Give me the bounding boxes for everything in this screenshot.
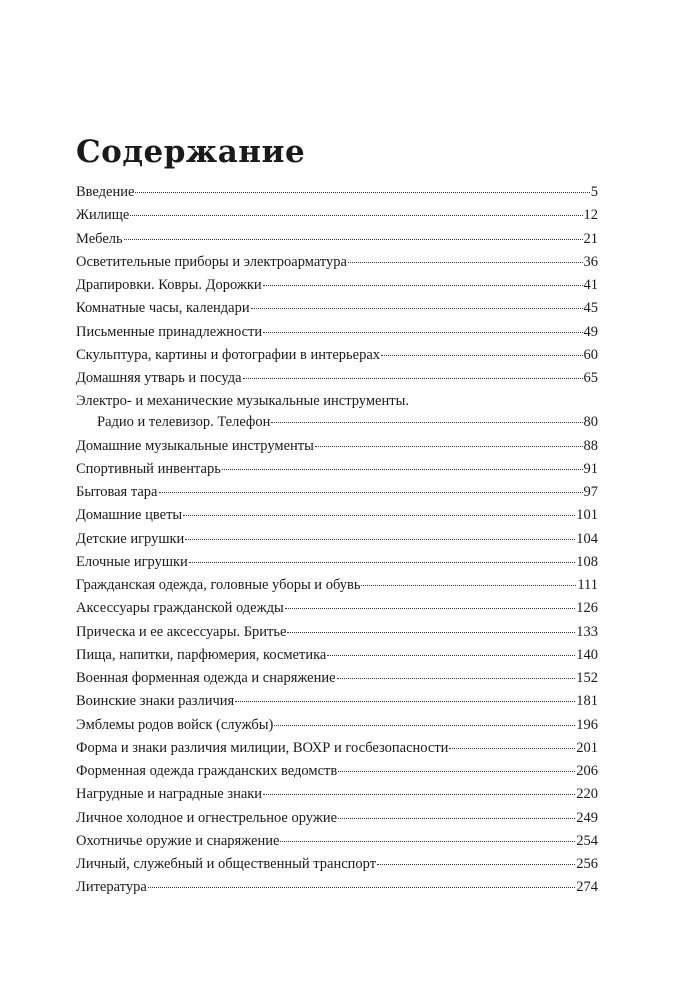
page-title: Содержание (76, 133, 306, 170)
toc-entry-page: 256 (576, 856, 598, 872)
toc-entry-label: Литература (76, 879, 147, 896)
toc-entry[interactable] (76, 554, 598, 577)
dot-leader (243, 378, 583, 379)
toc-entry[interactable] (76, 324, 598, 347)
toc-entry-label: Военная форменная одежда и снаряжение (76, 670, 336, 686)
toc-entry[interactable] (76, 717, 598, 740)
toc-entry[interactable] (76, 438, 598, 461)
toc-entry-page: 36 (583, 253, 598, 270)
toc-entry-page: 196 (576, 716, 598, 733)
toc-entry[interactable] (76, 254, 598, 277)
toc-entry-label: Письменные принадлежности (76, 323, 263, 340)
toc-entry-label: Елочные игрушки (76, 553, 188, 570)
toc-entry-label: Комнатные часы, календари (76, 300, 250, 317)
dot-leader (327, 655, 575, 656)
toc-entry[interactable] (76, 577, 598, 600)
toc-entry[interactable] (76, 670, 598, 693)
toc-entry-label: Спортивный инвентарь (76, 460, 221, 477)
toc-entry-page: 201 (576, 739, 598, 756)
toc-entry-page: 49 (583, 323, 598, 340)
toc-entry-label: Домашняя утварь и посуда (76, 370, 242, 386)
toc-entry-label: Личный, служебный и общественный транспорт (76, 856, 377, 872)
dot-leader (183, 515, 575, 516)
dot-leader (274, 725, 575, 726)
dot-leader (124, 239, 583, 240)
toc-entry-page: 206 (576, 763, 598, 779)
toc-entry[interactable] (76, 763, 598, 786)
toc-entry[interactable] (76, 624, 598, 647)
toc-entry[interactable] (76, 184, 598, 207)
toc-entry-label: Электро- и механические музыкальные инструменты. (76, 393, 409, 410)
toc-entry[interactable] (76, 277, 598, 300)
toc-entry-page: 12 (583, 207, 598, 224)
dot-leader (280, 841, 575, 842)
toc-entry-page: 91 (583, 460, 598, 477)
toc-entry-first-line[interactable] (76, 393, 598, 414)
toc-entry-label: Аксессуары гражданской одежды (76, 600, 284, 617)
dot-leader (251, 308, 583, 309)
toc-entry-page: 60 (583, 346, 598, 363)
toc-entry-label: Форменная одежда гражданских ведомств (76, 763, 338, 779)
dot-leader (263, 285, 583, 286)
toc-entry-label: Введение (76, 184, 135, 200)
dot-leader (263, 332, 582, 333)
toc-entry-page: 5 (590, 184, 598, 200)
toc-entry[interactable] (76, 647, 598, 670)
toc-entry-label: Пища, напитки, парфюмерия, косметика (76, 646, 327, 663)
toc-entry-page: 21 (583, 230, 598, 247)
dot-leader (449, 748, 575, 749)
dot-leader (130, 215, 582, 216)
toc-entry-label: Нагрудные и наградные знаки (76, 786, 263, 803)
toc-entry-label: Мебель (76, 230, 123, 247)
dot-leader (315, 446, 583, 447)
dot-leader (348, 262, 583, 263)
toc-entry-label: Охотничье оружие и снаряжение (76, 832, 280, 849)
toc-entry[interactable] (76, 300, 598, 323)
dot-leader (263, 794, 575, 795)
toc-entry-page: 97 (583, 484, 598, 500)
toc-entry[interactable] (76, 856, 598, 879)
dot-leader (159, 492, 583, 493)
toc-entry-page: 181 (576, 693, 598, 710)
toc-entry[interactable] (76, 507, 598, 530)
toc-entry[interactable] (76, 693, 598, 716)
dot-leader (361, 585, 576, 586)
dot-leader (338, 818, 575, 819)
dot-leader (148, 887, 575, 888)
dot-leader (222, 469, 583, 470)
toc-entry-page: 88 (583, 437, 598, 454)
toc-entry-label: Радио и телевизор. Телефон (97, 414, 271, 431)
toc-entry-label: Скульптура, картины и фотографии в интерьерах (76, 346, 381, 363)
toc-entry-page: 111 (577, 577, 598, 593)
toc-entry[interactable] (76, 740, 598, 763)
toc-entry[interactable] (76, 810, 598, 833)
toc-entry-label: Детские игрушки (76, 530, 185, 547)
toc-entry-label: Осветительные приборы и электроарматура (76, 253, 347, 270)
dot-leader (381, 355, 582, 356)
toc-entry-page: 254 (576, 832, 598, 849)
toc-entry[interactable] (76, 484, 598, 507)
toc-entry-label: Жилище (76, 207, 130, 224)
toc-entry-page: 45 (583, 300, 598, 317)
dot-leader (189, 562, 575, 563)
toc-entry-page: 249 (576, 809, 598, 826)
toc-entry[interactable] (76, 461, 598, 484)
toc-entry-page: 65 (583, 370, 598, 386)
toc-entry[interactable] (76, 347, 598, 370)
toc-entry[interactable] (76, 786, 598, 809)
toc-entry[interactable] (76, 207, 598, 230)
toc-entry-label: Домашние музыкальные инструменты (76, 437, 314, 454)
toc-entry-page: 140 (576, 646, 598, 663)
toc-entry-page: 101 (576, 507, 598, 524)
toc-entry[interactable] (76, 531, 598, 554)
toc-entry-page: 104 (576, 530, 598, 547)
toc-entry-page: 220 (576, 786, 598, 803)
toc-entry[interactable] (76, 600, 598, 623)
toc-entry-label: Гражданская одежда, головные уборы и обувь (76, 577, 361, 593)
toc-entry-label: Форма и знаки различия милиции, ВОХР и госбезопасности (76, 739, 449, 756)
toc-entry-page: 274 (576, 879, 598, 896)
dot-leader (377, 864, 575, 865)
toc-entry[interactable] (76, 370, 598, 393)
toc-entry-page: 41 (583, 277, 598, 293)
toc-entry-page: 126 (576, 600, 598, 617)
toc-entry-label: Домашние цветы (76, 507, 183, 524)
dot-leader (185, 539, 575, 540)
dot-leader (337, 678, 576, 679)
toc-entry-label: Личное холодное и огнестрельное оружие (76, 809, 338, 826)
dot-leader (235, 701, 575, 702)
toc-entry-label: Эмблемы родов войск (службы) (76, 716, 274, 733)
toc-entry-label: Прическа и ее аксессуары. Бритье (76, 623, 287, 640)
dot-leader (338, 771, 575, 772)
dot-leader (135, 192, 589, 193)
toc-entry-page: 133 (576, 623, 598, 640)
toc-entry[interactable] (76, 833, 598, 856)
toc-entry-label: Драпировки. Ковры. Дорожки (76, 277, 262, 293)
table-of-contents (76, 184, 598, 903)
toc-entry[interactable] (76, 879, 598, 902)
dot-leader (285, 608, 576, 609)
toc-entry-continuation[interactable] (76, 414, 598, 437)
toc-entry-label: Бытовая тара (76, 484, 158, 500)
dot-leader (271, 422, 582, 423)
toc-entry-page: 80 (583, 414, 598, 431)
toc-entry-page: 108 (576, 553, 598, 570)
toc-entry[interactable] (76, 231, 598, 254)
toc-entry-page: 152 (576, 670, 598, 686)
dot-leader (287, 632, 575, 633)
toc-entry-label: Воинские знаки различия (76, 693, 235, 710)
